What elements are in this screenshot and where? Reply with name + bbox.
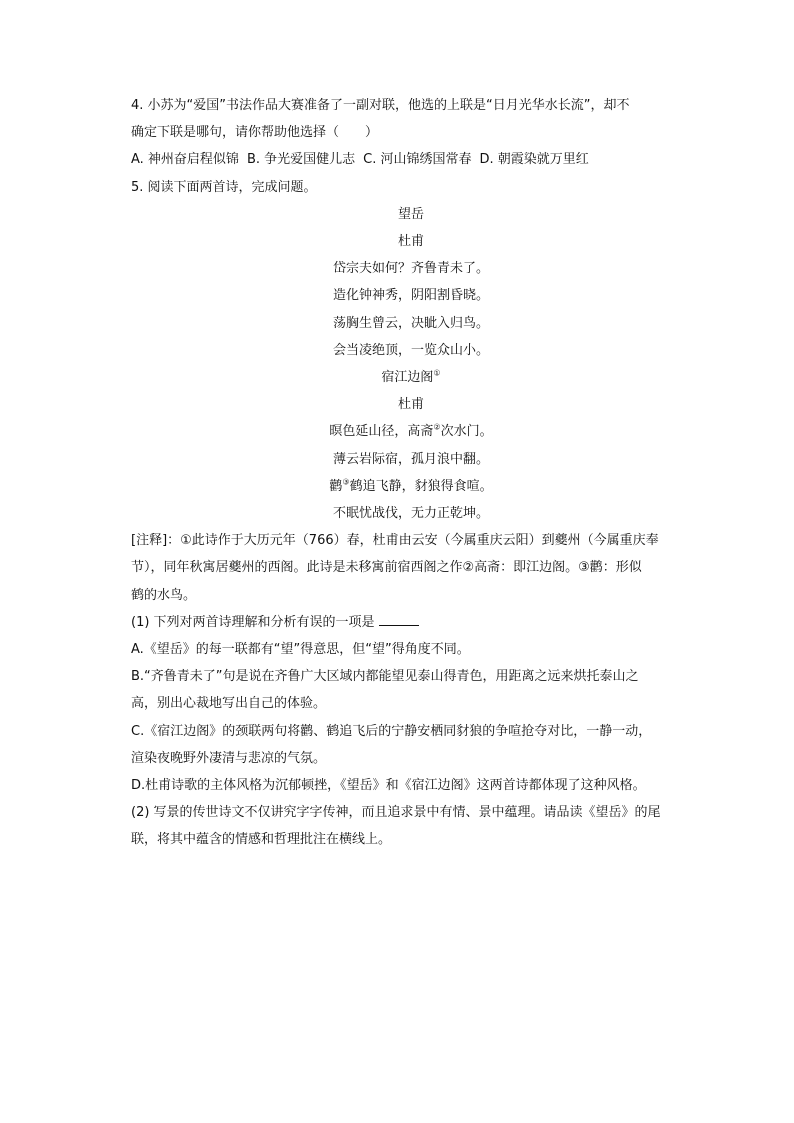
poem1-title: 望岳 [397,206,424,222]
sub1-option-d: D.杜甫诗歌的主体风格为沉郁顿挫，《望岳》和《宿江边阁》这两首诗都体现了这种风格。 [131,778,646,794]
sub2-line1: (2) 写景的传世诗文不仅讲究字字传神，而且追求景中有情、景中蕴理。请品读《望岳》的尾 [131,805,661,821]
poem2-title-row [131,364,691,391]
notes-line: 鹤的水鸟。 [131,587,197,603]
sub1-stem-row [131,609,691,636]
footnote-marker: ② [433,423,441,433]
poem2-line: 薄云岩际宿，孤月浪中翻。 [332,451,489,467]
sub1-option-b-line1: B.“齐鲁青未了”句是说在齐鲁广大区域内都能望见泰山得青色，用距离之远来烘托泰山之 [131,669,639,685]
poem2-line-text: 鹤追飞静，豺狼得食喧。 [349,478,493,494]
footnote-marker: ① [433,368,441,378]
poem2-line [131,418,691,445]
sub1-option-b-line2: 高，别出心裁地写出自己的体验。 [131,696,327,712]
poem1-line: 岱宗夫如何？齐鲁青未了。 [332,261,489,277]
footnote-marker: ③ [342,477,350,487]
poem2-line-text: 鹳 [329,478,343,494]
answer-blank[interactable] [379,611,419,626]
q4-options [131,146,691,173]
poem2-line-text: 次水门。 [440,424,493,440]
poem2-author: 杜甫 [397,397,424,413]
sub1-option-c-line1: C.《宿江边阁》的颈联两句将鹳、鹤追飞后的宁静安栖同豺狼的争喧抢夺对比，一静一动， [131,723,652,739]
poem1-line: 会当凌绝顶，一览众山小。 [332,342,489,358]
notes-line: 节），同年秋寓居夔州的西阁。此诗是未移寓前宿西阁之作②高斋：即江边阁。③鹳：形似 [131,560,642,576]
q4-option-b: B. 争光爱国健儿志 [246,152,356,168]
notes-line: [注释]：①此诗作于大历元年（766）春，杜甫由云安（今属重庆云阳）到夔州（今属重庆奉 [131,533,659,549]
poem1-line: 造化钟神秀，阴阳割昏晓。 [332,288,489,304]
q4-option-c: C. 河山锦绣国常春 [363,152,472,168]
poem1-author: 杜甫 [397,234,424,250]
q4-stem-line1: 4. 小苏为“爱国”书法作品大赛准备了一副对联，他选的上联是“日月光华水长流”，却不 [131,98,630,113]
poem2-title: 宿江边阁 [381,370,434,386]
sub2-line2: 联，将其中蕴含的情感和哲理批注在横线上。 [131,832,392,848]
q4-option-a: A. 神州奋启程似锦 [131,152,239,168]
poem2-line-text: 暝色延山径，高斋 [329,424,434,440]
poem1-line: 荡胸生曾云，决眦入归鸟。 [332,315,489,331]
sub1-stem: (1) 下列对两首诗理解和分析有误的一项是 [131,614,375,630]
q4-option-d: D. 朝霞染就万里红 [479,152,589,168]
q4-stem-line2: 确定下联是哪句，请你帮助他选择（ ） [131,125,379,141]
sub1-option-c-line2: 渲染夜晚野外凄清与悲凉的气氛。 [131,750,327,766]
poem2-line [131,473,691,500]
document-page [131,92,691,854]
sub1-option-a: A.《望岳》的每一联都有“望”得意思，但“望”得角度不同。 [131,642,470,658]
poem2-line: 不眠忧战伐，无力正乾坤。 [332,506,489,522]
q5-stem: 5. 阅读下面两首诗，完成问题。 [131,179,317,195]
